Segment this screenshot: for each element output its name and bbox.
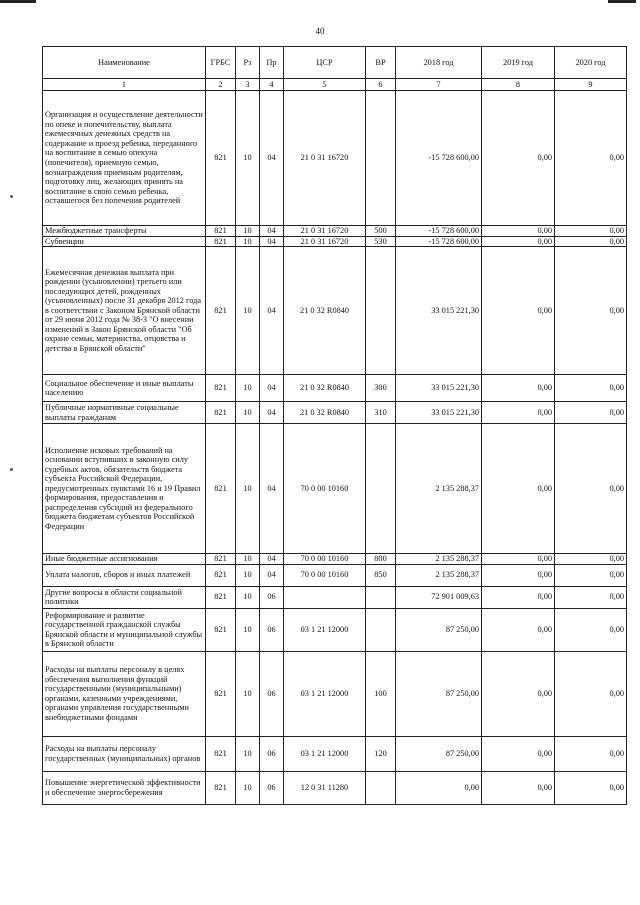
table-row (43, 554, 627, 565)
row-pr: 04 (260, 375, 284, 402)
row-pr: 06 (260, 771, 284, 804)
row-amount-2020: 0,00 (555, 247, 627, 375)
row-name: Реформирование и развитие государственной гражданской службы Брянской области и муниципальной службы в Брянской области (43, 608, 206, 651)
header-grbs: ГРБС (206, 47, 236, 79)
row-amount-2020: 0,00 (555, 375, 627, 402)
row-name: Расходы на выплаты персоналу государственных (муниципальных) органов (43, 736, 206, 771)
row-amount-2020: 0,00 (555, 554, 627, 565)
scan-edge-mark (0, 0, 36, 3)
scan-speck (10, 195, 13, 198)
row-name: Межбюджетные трансферты (43, 226, 206, 237)
row-amount-2019: 0,00 (482, 247, 555, 375)
row-amount-2019: 0,00 (482, 424, 555, 554)
row-name: Другие вопросы в области социальной политики (43, 586, 206, 608)
row-amount-2018: 2 135 288,37 (396, 424, 482, 554)
row-name: Повышение энергетической эффективности и обеспечение энергосбережения (43, 771, 206, 804)
column-number: 5 (284, 79, 366, 91)
row-rz: 10 (236, 247, 260, 375)
table-row (43, 564, 627, 586)
row-amount-2018: 0,00 (396, 771, 482, 804)
row-amount-2019: 0,00 (482, 564, 555, 586)
row-amount-2018: 87 250,00 (396, 651, 482, 736)
row-vr (366, 91, 396, 226)
scan-edge-mark (608, 0, 636, 3)
row-csr: 21 0 31 16720 (284, 91, 366, 226)
row-amount-2019: 0,00 (482, 771, 555, 804)
row-amount-2018: -15 728 600,00 (396, 236, 482, 247)
page-number: 40 (315, 26, 325, 36)
row-amount-2018: 33 015 221,30 (396, 402, 482, 424)
row-rz: 10 (236, 554, 260, 565)
row-amount-2020: 0,00 (555, 608, 627, 651)
row-rz: 10 (236, 236, 260, 247)
row-pr: 06 (260, 586, 284, 608)
row-name: Уплата налогов, сборов и иных платежей (43, 564, 206, 586)
table-row (43, 608, 627, 651)
row-amount-2020: 0,00 (555, 91, 627, 226)
row-rz: 10 (236, 402, 260, 424)
row-amount-2020: 0,00 (555, 736, 627, 771)
row-vr (366, 771, 396, 804)
row-amount-2018: 2 135 288,37 (396, 564, 482, 586)
row-pr: 04 (260, 564, 284, 586)
row-amount-2019: 0,00 (482, 402, 555, 424)
row-amount-2018: 87 250,00 (396, 736, 482, 771)
row-amount-2020: 0,00 (555, 771, 627, 804)
row-csr: 21 0 31 16720 (284, 236, 366, 247)
row-vr: 300 (366, 375, 396, 402)
row-name: Организация и осуществление деятельности по опеке и попечительству, выплата ежемесячных денежных средств на содержание и проезд ребенка, переданного на воспитание в семью опекуна (попечителя), приемную семью, вознаграждения приемным родителям, подготовку лиц, желающих принять на воспитание в свою семью ребенка, оставшегося без попечения родителей (43, 91, 206, 226)
row-pr: 06 (260, 651, 284, 736)
row-vr (366, 608, 396, 651)
row-grbs: 821 (206, 247, 236, 375)
row-csr: 03 1 21 12000 (284, 736, 366, 771)
row-csr: 70 0 00 10160 (284, 564, 366, 586)
row-name: Социальное обеспечение и иные выплаты населению (43, 375, 206, 402)
column-number: 1 (43, 79, 206, 91)
row-amount-2019: 0,00 (482, 91, 555, 226)
row-grbs: 821 (206, 226, 236, 237)
row-pr: 04 (260, 91, 284, 226)
column-number: 9 (555, 79, 627, 91)
row-grbs: 821 (206, 424, 236, 554)
row-grbs: 821 (206, 375, 236, 402)
row-csr: 03 1 21 12000 (284, 651, 366, 736)
row-rz: 10 (236, 651, 260, 736)
row-grbs: 821 (206, 564, 236, 586)
row-pr: 06 (260, 736, 284, 771)
row-vr (366, 424, 396, 554)
row-amount-2018: 72 901 009,63 (396, 586, 482, 608)
row-name: Иные бюджетные ассигнования (43, 554, 206, 565)
header-name: Наименование (43, 47, 206, 79)
column-number: 4 (260, 79, 284, 91)
row-amount-2018: -15 728 600,00 (396, 226, 482, 237)
table-row (43, 586, 627, 608)
row-amount-2020: 0,00 (555, 586, 627, 608)
row-pr: 04 (260, 424, 284, 554)
budget-table (42, 46, 627, 805)
row-amount-2019: 0,00 (482, 236, 555, 247)
row-vr: 530 (366, 236, 396, 247)
row-amount-2019: 0,00 (482, 586, 555, 608)
header-vr: ВР (366, 47, 396, 79)
row-amount-2020: 0,00 (555, 402, 627, 424)
table-header-row (43, 47, 627, 79)
row-vr (366, 247, 396, 375)
row-pr: 04 (260, 226, 284, 237)
row-vr: 500 (366, 226, 396, 237)
header-2019: 2019 год (482, 47, 555, 79)
column-number: 6 (366, 79, 396, 91)
row-amount-2019: 0,00 (482, 651, 555, 736)
row-grbs: 821 (206, 554, 236, 565)
row-name: Исполнение исковых требований на основании вступивших в законную силу судебных актов, обязательств бюджета субъекта Российской Федерации, предусмотренных пунктами 16 и 19 Правил формирования, предоставления и распределения субсидий из федерального бюджета бюджетам субъектов Российской Федерации (43, 424, 206, 554)
row-rz: 10 (236, 736, 260, 771)
row-amount-2018: 33 015 221,30 (396, 375, 482, 402)
table-row (43, 236, 627, 247)
row-pr: 04 (260, 554, 284, 565)
row-amount-2020: 0,00 (555, 236, 627, 247)
row-amount-2019: 0,00 (482, 226, 555, 237)
row-grbs: 821 (206, 91, 236, 226)
header-pr: Пр (260, 47, 284, 79)
row-amount-2020: 0,00 (555, 564, 627, 586)
row-csr: 21 0 32 R0840 (284, 247, 366, 375)
row-name: Публичные нормативные социальные выплаты гражданам (43, 402, 206, 424)
header-2020: 2020 год (555, 47, 627, 79)
row-amount-2018: 33 015 221,30 (396, 247, 482, 375)
row-grbs: 821 (206, 771, 236, 804)
row-csr: 21 0 31 16720 (284, 226, 366, 237)
row-amount-2018: -15 728 600,00 (396, 91, 482, 226)
column-number: 3 (236, 79, 260, 91)
row-name: Расходы на выплаты персоналу в целях обеспечения выполнения функций государственными (муниципальными) органами, казенными учреждениями, органами управления государственными внебюджетными фондами (43, 651, 206, 736)
table-row (43, 651, 627, 736)
row-rz: 10 (236, 424, 260, 554)
table-row (43, 771, 627, 804)
column-number: 2 (206, 79, 236, 91)
row-amount-2020: 0,00 (555, 424, 627, 554)
row-vr: 310 (366, 402, 396, 424)
table-row (43, 402, 627, 424)
row-rz: 10 (236, 608, 260, 651)
table-row (43, 424, 627, 554)
row-amount-2019: 0,00 (482, 554, 555, 565)
row-rz: 10 (236, 771, 260, 804)
table-row (43, 736, 627, 771)
table-row (43, 91, 627, 226)
row-amount-2020: 0,00 (555, 226, 627, 237)
row-amount-2019: 0,00 (482, 608, 555, 651)
row-rz: 10 (236, 375, 260, 402)
row-vr (366, 586, 396, 608)
row-rz: 10 (236, 226, 260, 237)
header-rz: Рз (236, 47, 260, 79)
row-amount-2018: 87 250,00 (396, 608, 482, 651)
row-amount-2020: 0,00 (555, 651, 627, 736)
table-row (43, 247, 627, 375)
row-grbs: 821 (206, 736, 236, 771)
row-name: Ежемесячная денежная выплата при рождении (усыновлении) третьего или последующих детей, рожденных (усыновленных) после 31 декабря 2012 года в соответствии с Законом Брянской области от 29 июня 2012 года № 38-З "О внесении изменений в Закон Брянской области "Об охране семьи, материнства, отцовства и детства в Брянской области" (43, 247, 206, 375)
row-amount-2018: 2 135 288,37 (396, 554, 482, 565)
scan-speck (10, 468, 13, 471)
row-pr: 06 (260, 608, 284, 651)
row-grbs: 821 (206, 608, 236, 651)
column-number: 7 (396, 79, 482, 91)
row-pr: 04 (260, 402, 284, 424)
row-amount-2019: 0,00 (482, 375, 555, 402)
row-csr: 70 0 00 10160 (284, 554, 366, 565)
header-2018: 2018 год (396, 47, 482, 79)
table-row (43, 226, 627, 237)
row-vr: 850 (366, 564, 396, 586)
row-csr: 03 1 21 12000 (284, 608, 366, 651)
row-pr: 04 (260, 236, 284, 247)
row-rz: 10 (236, 564, 260, 586)
row-name: Субвенции (43, 236, 206, 247)
header-csr: ЦСР (284, 47, 366, 79)
row-grbs: 821 (206, 586, 236, 608)
row-csr: 12 0 31 11280 (284, 771, 366, 804)
column-number: 8 (482, 79, 555, 91)
row-grbs: 821 (206, 651, 236, 736)
row-csr: 21 0 32 R0840 (284, 402, 366, 424)
row-pr: 04 (260, 247, 284, 375)
row-grbs: 821 (206, 236, 236, 247)
row-grbs: 821 (206, 402, 236, 424)
column-number-row (43, 79, 627, 91)
row-rz: 10 (236, 91, 260, 226)
row-vr: 800 (366, 554, 396, 565)
row-vr: 120 (366, 736, 396, 771)
row-csr: 21 0 32 R0840 (284, 375, 366, 402)
table-row (43, 375, 627, 402)
row-amount-2019: 0,00 (482, 736, 555, 771)
row-vr: 100 (366, 651, 396, 736)
row-csr (284, 586, 366, 608)
row-csr: 70 0 00 10160 (284, 424, 366, 554)
row-rz: 10 (236, 586, 260, 608)
